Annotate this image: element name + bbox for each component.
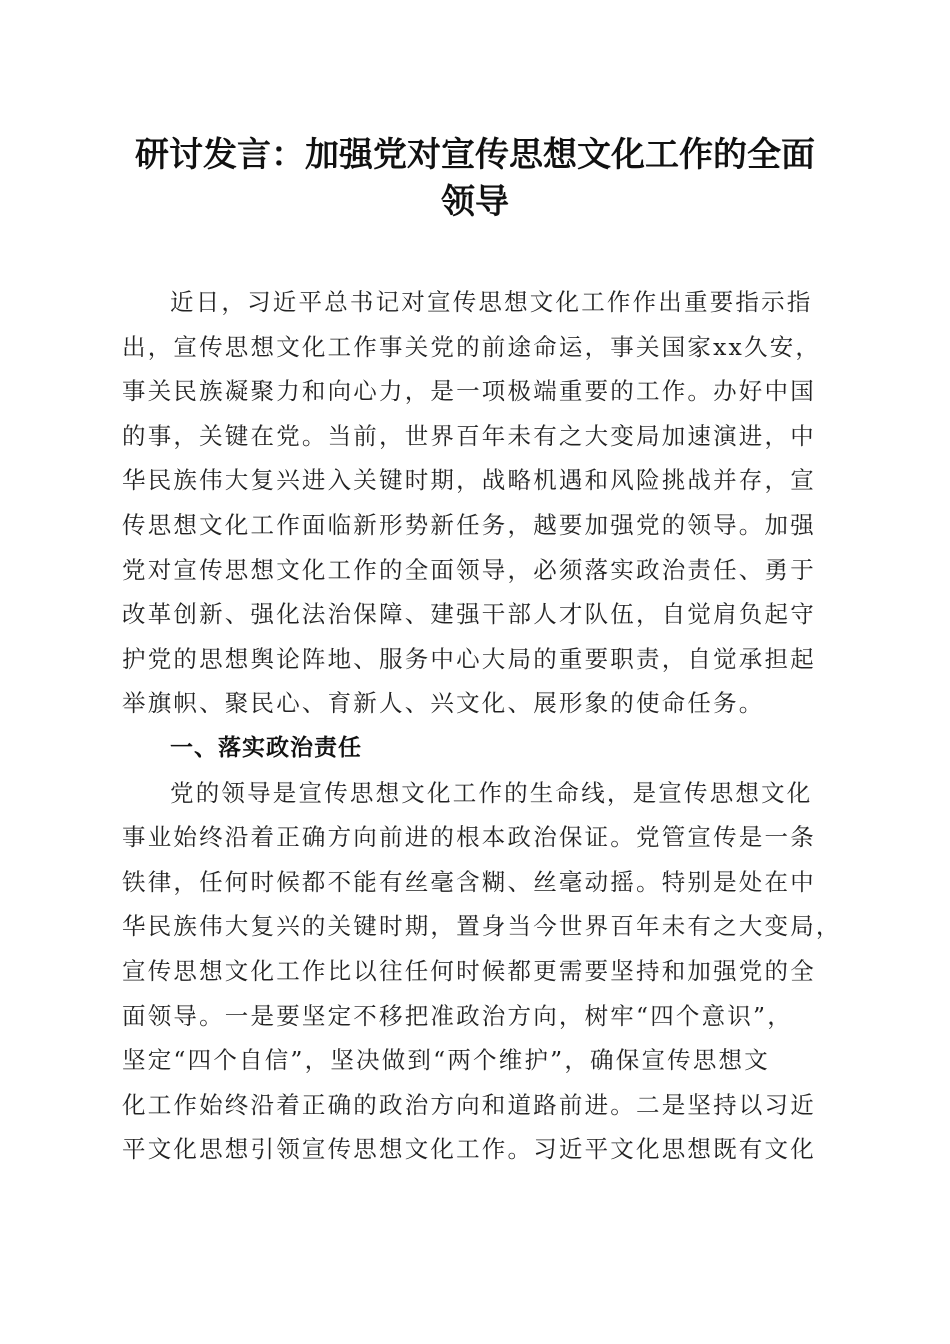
paragraph-2-line: 平文化思想引领宣传思想文化工作。习近平文化思想既有文化 bbox=[122, 1135, 816, 1164]
paragraph-1-line: 的事，关键在党。当前，世界百年未有之大变局加速演进，中 bbox=[122, 421, 816, 450]
paragraph-2-line: 党的领导是宣传思想文化工作的生命线，是宣传思想文化 bbox=[170, 778, 813, 807]
paragraph-1-line: 出，宣传思想文化工作事关党的前途命运，事关国家xx久安， bbox=[122, 332, 822, 361]
paragraph-2-line: 面领导。一是要坚定不移把准政治方向，树牢“四个意识”， bbox=[122, 1001, 793, 1030]
paragraph-1-line: 护党的思想舆论阵地、服务中心大局的重要职责，自觉承担起 bbox=[122, 644, 816, 673]
title-line-1: 研讨发言：加强党对宣传思想文化工作的全面 bbox=[135, 135, 815, 175]
paragraph-1-line: 党对宣传思想文化工作的全面领导，必须落实政治责任、勇于 bbox=[122, 555, 816, 584]
paragraph-1-line: 传思想文化工作面临新形势新任务，越要加强党的领导。加强 bbox=[122, 510, 816, 539]
section-heading: 一、落实政治责任 bbox=[170, 734, 362, 761]
document-title bbox=[100, 132, 850, 226]
paragraph-2-line: 事业始终沿着正确方向前进的根本政治保证。党管宣传是一条 bbox=[122, 823, 816, 852]
paragraph-2-line: 铁律，任何时候都不能有丝毫含糊、丝毫动摇。特别是处在中 bbox=[122, 867, 816, 896]
paragraph-1-line: 华民族伟大复兴进入关键时期，战略机遇和风险挑战并存，宣 bbox=[122, 466, 816, 495]
paragraph-2-line: 坚定“四个自信”，坚决做到“两个维护”，确保宣传思想文 bbox=[122, 1046, 770, 1075]
paragraph-1-line: 近日，习近平总书记对宣传思想文化工作作出重要指示指 bbox=[170, 288, 813, 316]
paragraph-2-line: 化工作始终沿着正确的政治方向和道路前进。二是坚持以习近 bbox=[122, 1090, 816, 1119]
paragraph-1-line: 举旗帜、聚民心、育新人、兴文化、展形象的使命任务。 bbox=[122, 689, 765, 718]
paragraph-2-line: 宣传思想文化工作比以往任何时候都更需要坚持和加强党的全 bbox=[122, 956, 816, 985]
paragraph-2-line: 华民族伟大复兴的关键时期，置身当今世界百年未有之大变局， bbox=[122, 912, 842, 941]
paragraph-1-line: 事关民族凝聚力和向心力，是一项极端重要的工作。办好中国 bbox=[122, 377, 816, 406]
document-body bbox=[122, 280, 842, 1172]
paragraph-1-line: 改革创新、强化法治保障、建强干部人才队伍，自觉肩负起守 bbox=[122, 600, 816, 629]
title-line-2: 领导 bbox=[441, 182, 509, 222]
